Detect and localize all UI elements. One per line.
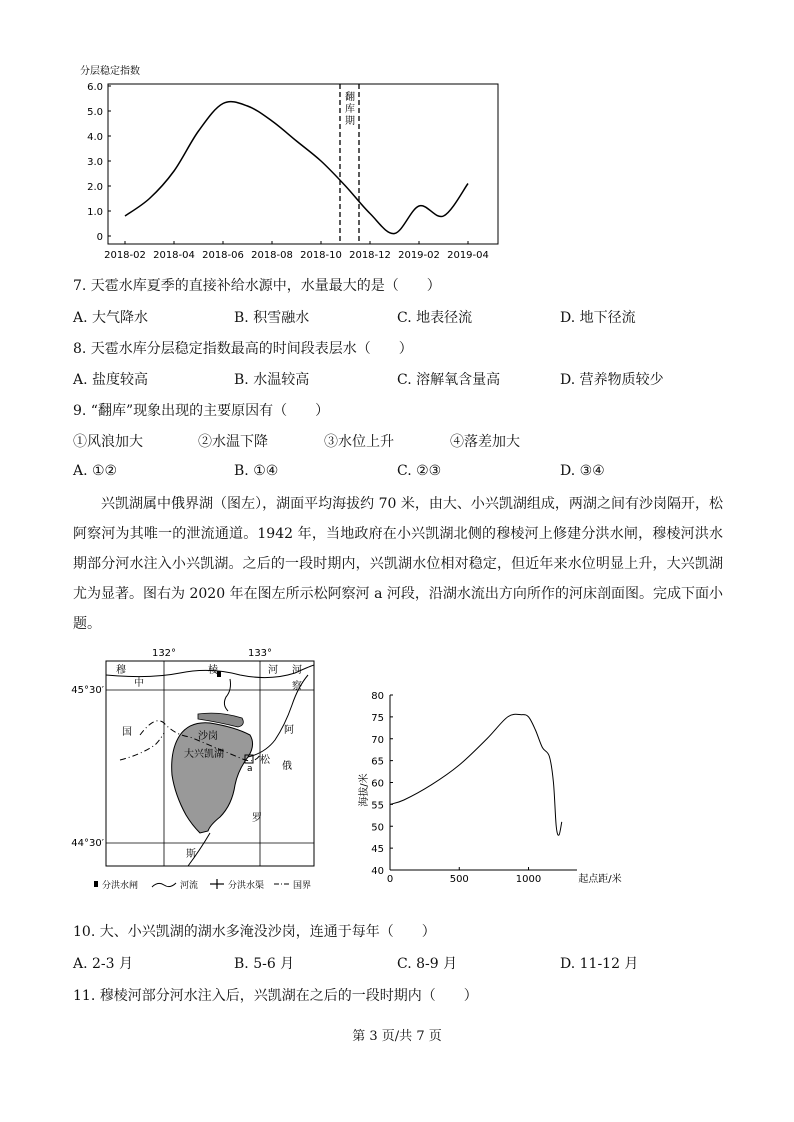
- riverbed-profile-chart: [345, 680, 635, 885]
- q9-option-c: C. ②③: [397, 463, 442, 479]
- q9-statement-2: ②水温下降: [198, 434, 268, 450]
- q8-option-d: D. 营养物质较少: [560, 372, 664, 388]
- chart1-xtick-label: 2019-04: [447, 250, 489, 261]
- chart1-ytick-label: 1.0: [87, 207, 103, 218]
- fanku-period-char: 翻: [345, 92, 355, 103]
- chart1-ytick-label: 0: [96, 232, 103, 243]
- lon-132: 132°: [151, 648, 177, 659]
- big-lake-label: 大兴凯湖: [184, 749, 224, 760]
- q7-option-b: B. 积雪融水: [234, 310, 310, 326]
- chart1-xtick-label: 2018-10: [300, 250, 342, 261]
- page-footer: 第 3 页/共 7 页: [352, 1029, 442, 1044]
- legend-river-icon: [152, 883, 176, 887]
- chart2-xtick-label: 1000: [515, 874, 542, 885]
- q9-statement-4: ④落差加大: [450, 434, 520, 450]
- map-place-char: 察: [292, 681, 302, 692]
- chart1-frame: [108, 84, 498, 244]
- legend-sluice: 分洪水闸: [102, 881, 139, 891]
- q10-option-d: D. 11-12 月: [560, 956, 639, 972]
- chart2-ytick-label: 50: [371, 822, 384, 834]
- map-place-char: 松: [260, 755, 270, 766]
- map-place-char: 罗: [252, 813, 262, 824]
- chart1-xtick-label: 2018-12: [349, 250, 391, 261]
- question-10: 10. 大、小兴凯湖的湖水多淹没沙岗，连通于每年（ ）: [73, 924, 436, 940]
- chart2-ytick-label: 45: [371, 844, 384, 856]
- chart2-xlabel: 起点距/米: [578, 874, 622, 885]
- map-place-char: 穆: [116, 665, 126, 676]
- lon-133: 133°: [247, 648, 273, 659]
- map-place-char: 河: [292, 665, 302, 676]
- point-a-label: a: [247, 764, 253, 774]
- chart1-xtick-label: 2019-02: [398, 250, 440, 261]
- map-place-char: 斯: [186, 849, 196, 860]
- chart2-ytick-label: 60: [371, 778, 384, 790]
- lat-44-30: 44°30′: [71, 838, 104, 849]
- chart1-ytick-label: 5.0: [87, 107, 103, 118]
- chart2-ytick-label: 70: [371, 734, 384, 746]
- xingkai-lake-map: [60, 645, 330, 895]
- q9-statement-3: ③水位上升: [324, 434, 394, 450]
- chart2-ytick-label: 80: [371, 691, 384, 702]
- map-place-char: 棱: [208, 665, 218, 676]
- chart1-ytick-label: 6.0: [87, 82, 103, 93]
- chart1-ytick-label: 2.0: [87, 182, 103, 193]
- shagang-label: 沙岗: [198, 731, 218, 742]
- map-legend: [94, 879, 311, 891]
- fanku-period-char: 期: [345, 116, 355, 127]
- question-8: 8. 天雹水库分层稳定指数最高的时间段表层水（ ）: [73, 341, 413, 357]
- map-place-char: 俄: [282, 761, 292, 772]
- chart2-xtick-label: 500: [449, 874, 469, 885]
- stability-index-chart: [70, 60, 510, 270]
- map-place-char: 河: [268, 665, 278, 676]
- q7-option-a: A. 大气降水: [73, 310, 149, 326]
- question-11: 11. 穆棱河部分河水注入后，兴凯湖在之后的一段时期内（ ）: [73, 988, 478, 1004]
- chart2-ylabel: 海拔/米: [359, 773, 370, 807]
- chart1-xtick-label: 2018-04: [153, 250, 195, 261]
- chart2-ytick-label: 55: [371, 800, 384, 812]
- legend-border: 国界: [293, 881, 312, 891]
- q7-option-c: C. 地表径流: [397, 310, 473, 326]
- passage-text: 兴凯湖属中俄界湖（图左），湖面平均海拔约 70 米，由大、小兴凯湖组成，两湖之间有沙岗隔开，松阿察河为其唯一的泄流通道。1942 年，当地政府在小兴凯湖北侧的穆棱河上修建分洪水闸，穆棱河洪水期部分河水注入小兴凯湖。之后的一段时期内，兴凯湖水位相对稳定，但近年来水位明显上升，大兴凯湖尤为显著。图右为 2020 年在图左所示松阿察河 a 河段，沿湖水流出方向所作的河床剖面图。完成下面小题。: [73, 496, 723, 632]
- q8-option-a: A. 盐度较高: [73, 372, 149, 388]
- q7-option-d: D. 地下径流: [560, 310, 636, 326]
- chart1-ylabel: 分层稳定指数: [80, 66, 140, 77]
- chart2-ytick-label: 65: [371, 756, 384, 768]
- question-7: 7. 天雹水库夏季的直接补给水源中，水量最大的是（ ）: [73, 278, 441, 294]
- passage: [73, 489, 723, 639]
- q8-option-b: B. 水温较高: [234, 372, 310, 388]
- chart2-ytick-label: 40: [371, 866, 384, 877]
- lat-45-30: 45°30′: [71, 685, 104, 696]
- q10-option-c: C. 8-9 月: [397, 956, 458, 972]
- q9-option-a: A. ①②: [73, 463, 118, 479]
- q10-option-b: B. 5-6 月: [234, 956, 295, 972]
- chart1-ytick-label: 4.0: [87, 132, 103, 143]
- chart1-xtick-label: 2018-06: [202, 250, 244, 261]
- map-place-char: 中: [134, 678, 144, 689]
- chart1-xtick-label: 2018-08: [251, 250, 293, 261]
- q9-option-d: D. ③④: [560, 463, 605, 479]
- q9-option-b: B. ①④: [234, 463, 279, 479]
- chart2-xtick-label: 0: [386, 874, 394, 885]
- question-9: 9. “翻库”现象出现的主要原因有（ ）: [73, 403, 330, 419]
- q9-statement-1: ①风浪加大: [73, 434, 143, 450]
- legend-sluice-icon: [94, 881, 98, 887]
- fanku-period-char: 库: [345, 104, 355, 115]
- legend-river: 河流: [180, 881, 199, 891]
- chart1-ytick-label: 3.0: [87, 157, 103, 168]
- chart2-ytick-label: 75: [371, 712, 384, 724]
- riverbed-profile-line: [390, 714, 562, 835]
- q10-option-a: A. 2-3 月: [73, 956, 134, 972]
- stability-index-line: [125, 102, 468, 234]
- map-place-char: 阿: [284, 725, 294, 736]
- map-place-char: 国: [122, 727, 132, 738]
- legend-canal: 分洪水渠: [228, 881, 265, 891]
- chart1-xtick-label: 2018-02: [104, 250, 146, 261]
- q8-option-c: C. 溶解氧含量高: [397, 372, 501, 388]
